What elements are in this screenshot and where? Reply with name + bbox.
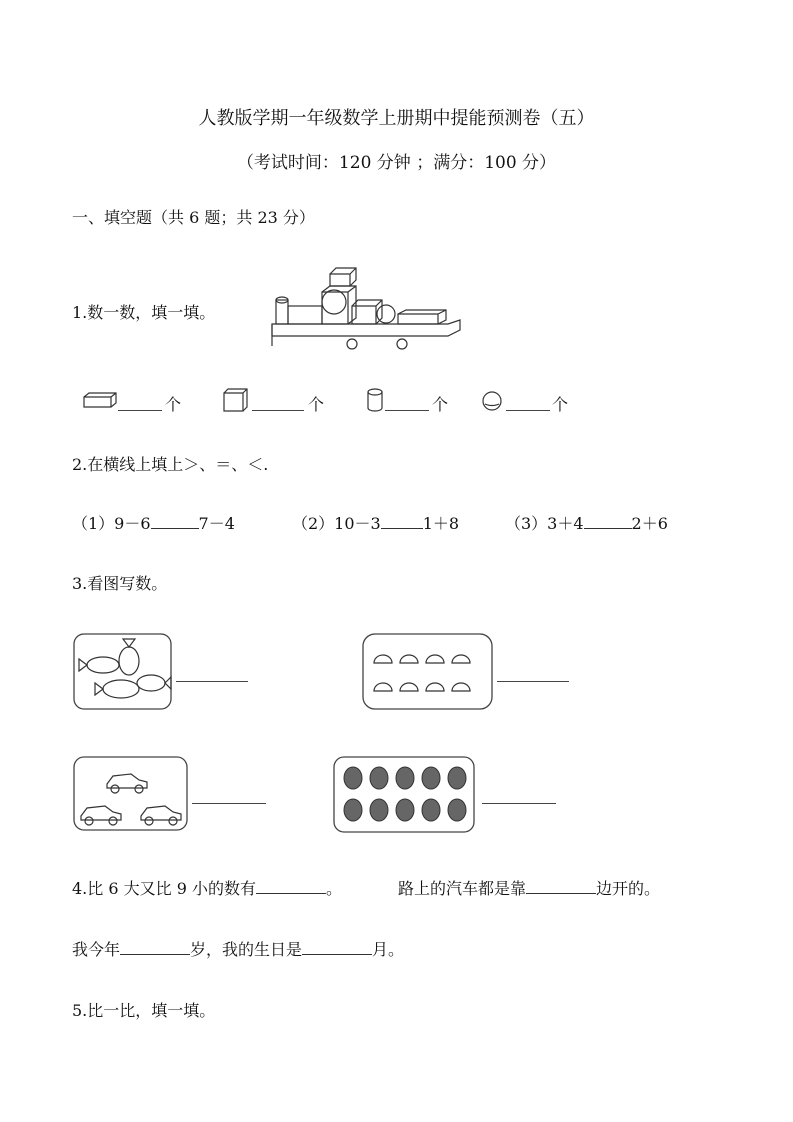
question-2-text: 2.在横线上填上＞、＝、＜. (72, 455, 269, 474)
question-4-line-2: 路上的汽车都是靠 边开的。 (398, 879, 661, 898)
shapes-train-illustration (268, 266, 463, 356)
answer-blank[interactable] (120, 940, 190, 955)
compare-part-1: （1）9－6 7－4 (72, 514, 235, 533)
answer-blank-cuboid[interactable] (118, 410, 162, 411)
answer-blank[interactable] (584, 514, 632, 529)
question-4-line-3: 我今年 岁，我的生日是 月。 (72, 940, 405, 959)
compare-part-2: （2）10－3 1＋8 (292, 514, 460, 533)
answer-blank-car[interactable] (192, 803, 266, 804)
section-heading: 一、填空题（共 6 题；共 23 分） (72, 208, 315, 227)
cuboid-icon (83, 392, 117, 408)
answer-blank-sphere[interactable] (506, 410, 550, 411)
question-1-text: 1.数一数，填一填。 (72, 303, 216, 322)
answer-blank-cylinder[interactable] (385, 410, 429, 411)
question-4-line-1: 4.比 6 大又比 9 小的数有 。 (72, 879, 342, 898)
answer-blank-peach[interactable] (497, 681, 569, 682)
answer-blank-fish[interactable] (176, 681, 248, 682)
car-icon (73, 756, 189, 832)
cylinder-icon (366, 388, 384, 412)
answer-blank[interactable] (151, 514, 199, 529)
question-3-text: 3.看图写数。 (72, 574, 168, 593)
peach-icon (362, 633, 494, 711)
answer-blank-cube[interactable] (252, 410, 304, 411)
exam-info: （考试时间：120 分钟 ；满分：100 分） (236, 153, 557, 173)
answer-blank-cabbage[interactable] (482, 803, 556, 804)
unit-label: 个 (308, 395, 325, 414)
cabbage-icon (333, 756, 476, 834)
answer-blank[interactable] (302, 940, 372, 955)
unit-label: 个 (552, 395, 569, 414)
answer-blank[interactable] (381, 514, 423, 529)
question-5-text: 5.比一比，填一填。 (72, 1001, 216, 1020)
compare-part-3: （3）3＋4 2＋6 (505, 514, 668, 533)
fish-icon (73, 633, 173, 711)
sphere-icon (481, 390, 503, 412)
page-title: 人教版学期一年级数学上册期中提能预测卷（五） (198, 108, 595, 129)
unit-label: 个 (165, 395, 182, 414)
answer-blank[interactable] (256, 879, 326, 894)
answer-blank[interactable] (526, 879, 596, 894)
unit-label: 个 (432, 395, 449, 414)
cube-icon (223, 388, 249, 412)
